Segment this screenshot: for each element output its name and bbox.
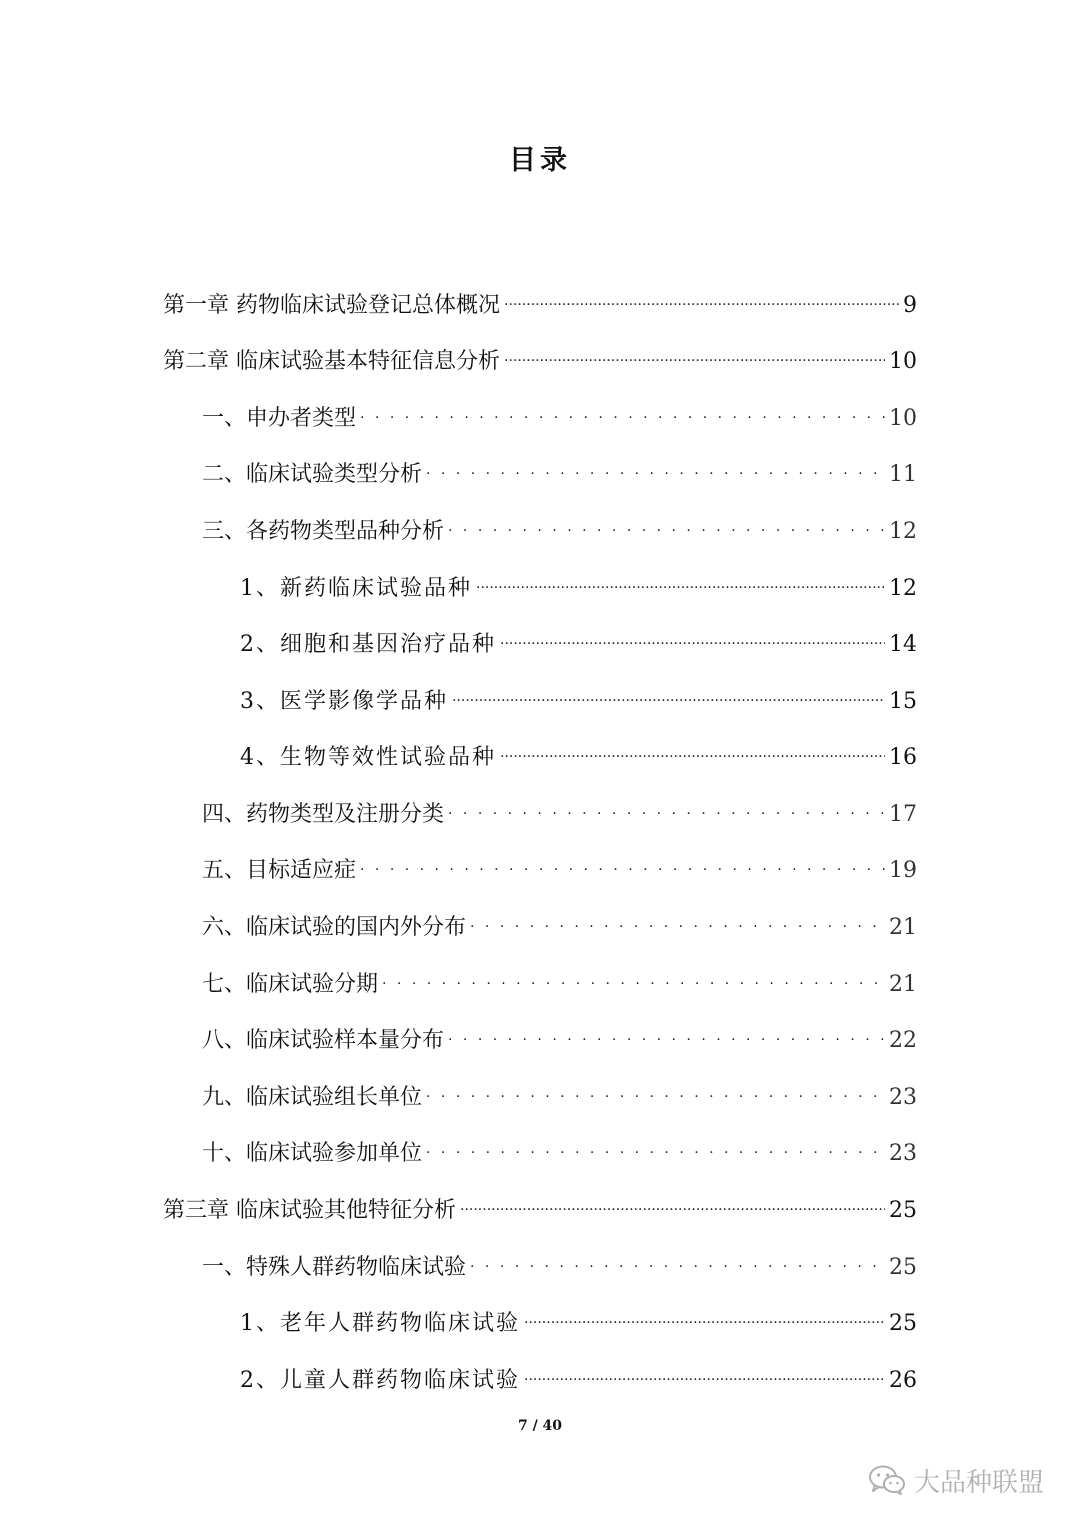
toc-entry[interactable]: [240, 561, 917, 601]
toc-entry[interactable]: [202, 1070, 917, 1110]
toc-entry[interactable]: [202, 787, 917, 827]
toc-entry[interactable]: [202, 1240, 917, 1280]
toc-entry[interactable]: [163, 334, 917, 374]
toc-leader-dots: [504, 334, 885, 368]
toc-leader-dots: [476, 561, 885, 595]
toc-entry-label: 九、临床试验组长单位: [202, 1085, 423, 1110]
toc-entry-page: 25: [889, 1311, 917, 1336]
toc-entry-label: 八、临床试验样本量分布: [202, 1028, 445, 1053]
toc-entry-label: 第三章 临床试验其他特征分析: [163, 1198, 456, 1223]
toc-entry-label: 七、临床试验分期: [202, 972, 379, 997]
toc-entry[interactable]: [240, 617, 917, 657]
toc-entry-label: 1、新药临床试验品种: [240, 576, 472, 601]
toc-entry-label: 第一章 药物临床试验登记总体概况: [163, 293, 500, 318]
toc-entry-page: 21: [889, 915, 917, 940]
toc-entry[interactable]: [240, 730, 917, 770]
toc-entry-label: 十、临床试验参加单位: [202, 1141, 423, 1166]
toc-leader-dots: [524, 1353, 885, 1387]
toc-entry[interactable]: [202, 504, 917, 544]
toc-entry-page: 21: [889, 972, 917, 997]
toc-entry[interactable]: [202, 900, 917, 940]
toc-leader-dots: [460, 1183, 885, 1217]
toc-leader-dots: [452, 674, 885, 708]
toc-leader-dots: [426, 1070, 885, 1104]
page-number: 7 / 40: [517, 1418, 563, 1434]
toc-entry-label: 2、细胞和基因治疗品种: [240, 632, 496, 657]
toc-entry-label: 五、目标适应症: [202, 858, 357, 883]
toc-entry[interactable]: [240, 1353, 917, 1393]
toc-entry[interactable]: [202, 391, 917, 431]
toc-entry-page: 15: [889, 689, 917, 714]
toc-entry[interactable]: [202, 447, 917, 487]
toc-entry-page: 9: [903, 293, 917, 318]
toc-entry-page: 12: [889, 519, 917, 544]
wechat-icon: [868, 1464, 906, 1496]
toc-entry[interactable]: [163, 278, 917, 318]
toc-entry-page: 22: [889, 1028, 917, 1053]
toc-entry[interactable]: [202, 843, 917, 883]
toc-entry[interactable]: [163, 1183, 917, 1223]
toc-entry-page: 23: [889, 1141, 917, 1166]
toc-leader-dots: [360, 843, 885, 877]
toc-entry-label: 四、药物类型及注册分类: [202, 802, 445, 827]
toc-leader-dots: [500, 617, 885, 651]
toc-entry-page: 12: [889, 576, 917, 601]
toc-entry-label: 2、儿童人群药物临床试验: [240, 1368, 520, 1393]
toc-entry-page: 11: [889, 462, 917, 487]
toc-entry-page: 17: [889, 802, 917, 827]
watermark: [868, 1458, 1044, 1502]
toc-entry-label: 4、生物等效性试验品种: [240, 745, 496, 770]
toc-entry-label: 二、临床试验类型分析: [202, 462, 423, 487]
toc-entry-page: 19: [889, 858, 917, 883]
toc-leader-dots: [426, 447, 885, 481]
toc-entry-label: 3、医学影像学品种: [240, 689, 448, 714]
toc-entry[interactable]: [202, 1126, 917, 1166]
toc-leader-dots: [382, 957, 885, 991]
toc-leader-dots: [500, 730, 885, 764]
toc-entry-label: 一、申办者类型: [202, 406, 357, 431]
toc-leader-dots: [448, 1013, 885, 1047]
toc-leader-dots: [470, 1240, 885, 1274]
toc-entry-page: 25: [889, 1198, 917, 1223]
toc-entry-page: 26: [889, 1368, 917, 1393]
toc-entry-page: 25: [889, 1255, 917, 1280]
toc-entry[interactable]: [202, 1013, 917, 1053]
toc-entry-page: 16: [889, 745, 917, 770]
toc-entry-page: 14: [889, 632, 917, 657]
toc-leader-dots: [470, 900, 885, 934]
toc-leader-dots: [448, 504, 885, 538]
toc-entry[interactable]: [240, 674, 917, 714]
page-title: 目录: [509, 145, 571, 176]
toc-entry-page: 10: [889, 406, 917, 431]
toc-leader-dots: [504, 278, 899, 312]
toc-leader-dots: [524, 1296, 885, 1330]
toc-leader-dots: [360, 391, 885, 425]
toc-entry[interactable]: [240, 1296, 917, 1336]
toc-leader-dots: [426, 1126, 885, 1160]
toc-entry-label: 第二章 临床试验基本特征信息分析: [163, 349, 500, 374]
toc-entry-label: 一、特殊人群药物临床试验: [202, 1255, 467, 1280]
toc-entry[interactable]: [202, 957, 917, 997]
toc-leader-dots: [448, 787, 885, 821]
toc-entry-page: 23: [889, 1085, 917, 1110]
toc-entry-label: 1、老年人群药物临床试验: [240, 1311, 520, 1336]
watermark-text: 大品种联盟: [914, 1467, 1045, 1498]
toc-entry-label: 三、各药物类型品种分析: [202, 519, 445, 544]
toc-entry-label: 六、临床试验的国内外分布: [202, 915, 467, 940]
toc-entry-page: 10: [889, 349, 917, 374]
